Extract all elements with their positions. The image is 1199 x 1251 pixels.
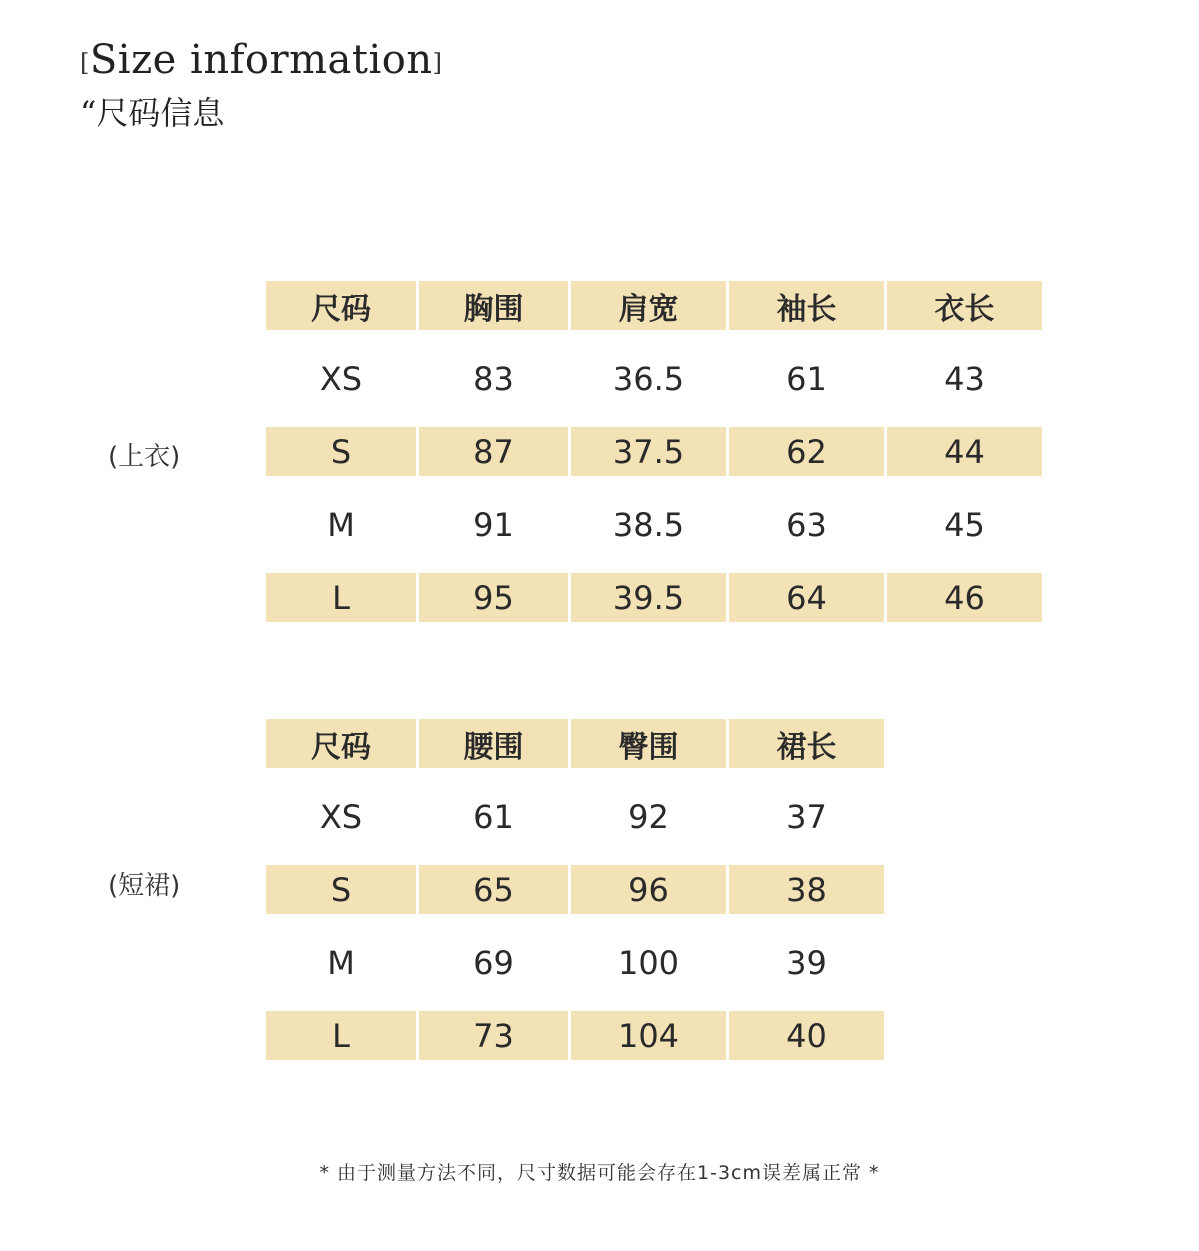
table-cell: 104: [571, 1011, 726, 1060]
table-cell: 63: [786, 505, 827, 544]
table-cell: S: [266, 427, 416, 476]
title-english-text: Size information: [89, 37, 433, 83]
table-cell: M: [327, 505, 355, 544]
header-cell: 臀围: [571, 719, 726, 768]
top-size-table: [266, 281, 1042, 622]
table-row: [266, 427, 1042, 476]
measurement-note: * 由于测量方法不同，尺寸数据可能会存在1-3cm误差属正常 *: [319, 1162, 880, 1184]
top-section-label: (上衣): [108, 442, 181, 472]
table-header-row: [266, 281, 1042, 330]
table-cell: L: [266, 1011, 416, 1060]
title-english: [80, 36, 442, 87]
header-cell: 袖长: [729, 281, 884, 330]
table-row: [266, 354, 1042, 403]
bracket-open: [: [80, 49, 90, 77]
table-cell: 69: [473, 943, 514, 982]
table-row: [266, 792, 884, 841]
table-cell: 36.5: [612, 359, 685, 398]
header-cell: 胸围: [419, 281, 568, 330]
table-row: [266, 865, 884, 914]
header-cell: 尺码: [266, 719, 416, 768]
table-row: [266, 1011, 884, 1060]
table-cell: 43: [944, 359, 985, 398]
table-cell: 39.5: [571, 573, 726, 622]
table-cell: 73: [419, 1011, 568, 1060]
table-cell: 61: [473, 797, 514, 836]
table-cell: 91: [473, 505, 514, 544]
title-chinese: “尺码信息: [80, 94, 225, 132]
table-row: [266, 573, 1042, 622]
header-cell: 肩宽: [571, 281, 726, 330]
table-cell: 44: [887, 427, 1042, 476]
header-cell: 裙长: [729, 719, 884, 768]
table-header-row: [266, 719, 884, 768]
table-cell: 37: [786, 797, 827, 836]
header-cell: 尺码: [266, 281, 416, 330]
table-cell: S: [266, 865, 416, 914]
table-cell: 96: [571, 865, 726, 914]
table-cell: 45: [944, 505, 985, 544]
table-cell: M: [327, 943, 355, 982]
table-cell: 40: [729, 1011, 884, 1060]
header-cell: 衣长: [887, 281, 1042, 330]
table-cell: 62: [729, 427, 884, 476]
table-cell: XS: [319, 797, 363, 836]
table-cell: 38: [729, 865, 884, 914]
table-cell: 100: [617, 943, 680, 982]
table-cell: 39: [786, 943, 827, 982]
table-row: [266, 938, 884, 987]
bracket-close: ]: [432, 49, 443, 77]
table-cell: 83: [473, 359, 514, 398]
table-cell: 46: [887, 573, 1042, 622]
page-heading: [80, 36, 442, 133]
table-cell: 87: [419, 427, 568, 476]
table-row: [266, 500, 1042, 549]
table-cell: 37.5: [571, 427, 726, 476]
table-cell: 64: [729, 573, 884, 622]
table-cell: L: [266, 573, 416, 622]
skirt-section-label: (短裙): [108, 871, 181, 901]
skirt-size-table: [266, 719, 884, 1060]
header-cell: 腰围: [419, 719, 568, 768]
table-cell: 65: [419, 865, 568, 914]
table-cell: 95: [419, 573, 568, 622]
table-cell: 61: [786, 359, 827, 398]
table-cell: 38.5: [612, 505, 685, 544]
table-cell: XS: [319, 359, 363, 398]
table-cell: 92: [628, 797, 669, 836]
